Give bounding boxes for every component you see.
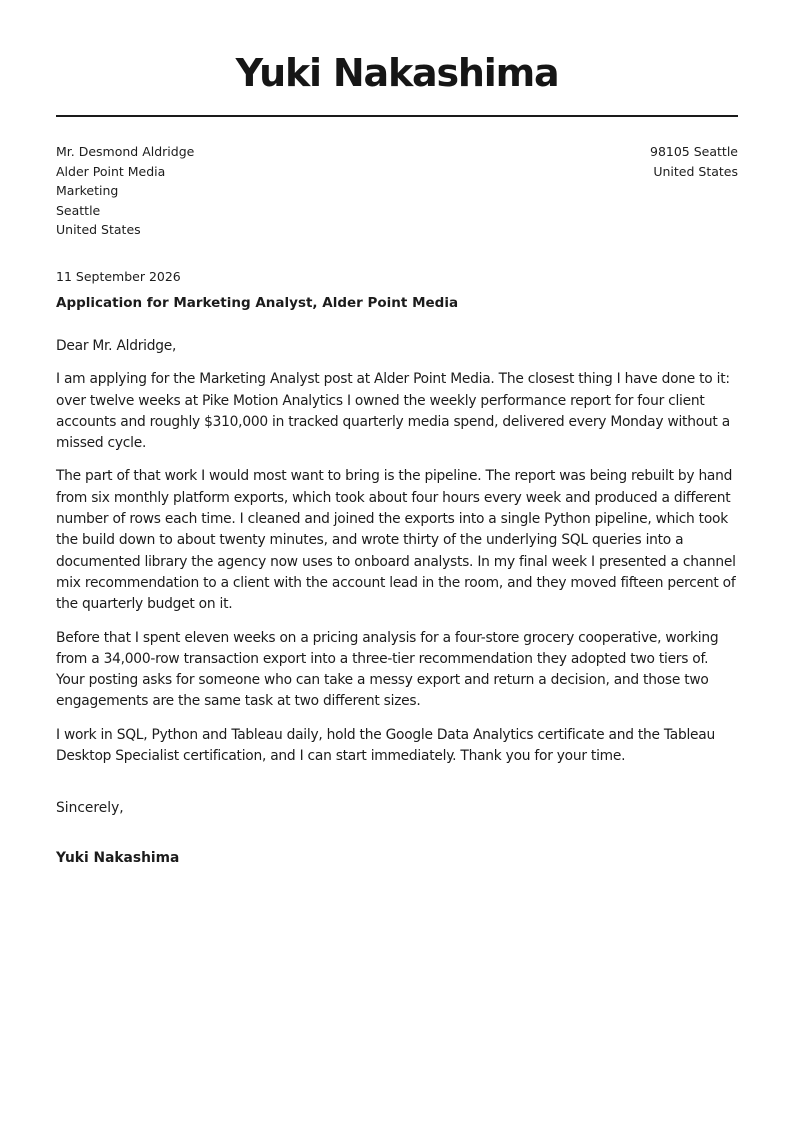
letter-date: 11 September 2026: [56, 269, 181, 284]
sender-country: United States: [653, 163, 738, 179]
letter-greeting: Dear Mr. Aldridge,: [56, 338, 177, 354]
body-paragraph: I am applying for the Marketing Analyst post at Alder Point Media. The closest thing I have done to it: over twelve weeks at Pike Motion Analytics I owned the weekly performance report for four client accounts and roughly $310,000 in tracked quarterly media spend, delivered every Monday without a missed cycle.: [56, 371, 730, 452]
recipient-company: Alder Point Media: [56, 163, 166, 179]
recipient-city: Seattle: [56, 202, 101, 218]
letter-subject: Application for Marketing Analyst, Alder Point Media: [56, 295, 459, 311]
sender-postal-city: 98105 Seattle: [650, 144, 738, 159]
recipient-address-block: [56, 142, 194, 240]
letter-closing: Sincerely,: [56, 800, 124, 816]
letter-signature: Yuki Nakashima: [56, 850, 180, 866]
body-paragraph: Before that I spent eleven weeks on a pricing analysis for a four-store grocery cooperative, working from a 34,000-row transaction export into a three-tier recommendation they adopted two tiers of. Your posting asks for someone who can take a messy export and return a decision, and those two engagements are the same task at two different sizes.: [56, 629, 719, 710]
body-paragraph: I work in SQL, Python and Tableau daily, hold the Google Data Analytics certificate and the Tableau Desktop Specialist certification, and I can start immediately. Thank you for your time.: [56, 726, 715, 765]
letter-body: [56, 336, 738, 779]
recipient-country: United States: [56, 222, 141, 237]
recipient-department: Marketing: [56, 183, 119, 198]
body-paragraph: The part of that work I would most want to bring is the pipeline. The report was being rebuilt by hand from six monthly platform exports, which took about four hours every week and produced a different number of rows each time. I cleaned and joined the exports into a single Python pipeline, which took the build down to about twenty minutes, and wrote thirty of the underlying SQL queries into a documented library the agency now uses to onboard analysts. In my final week I presented a channel mix recommendation to a client with the account lead in the room, and they moved fifteen percent of the quarterly budget on it.: [56, 468, 736, 613]
applicant-name-heading: Yuki Nakashima: [235, 51, 559, 95]
recipient-name: Mr. Desmond Aldridge: [56, 144, 195, 159]
sender-address-block: [650, 142, 738, 181]
header-divider: [56, 115, 738, 117]
